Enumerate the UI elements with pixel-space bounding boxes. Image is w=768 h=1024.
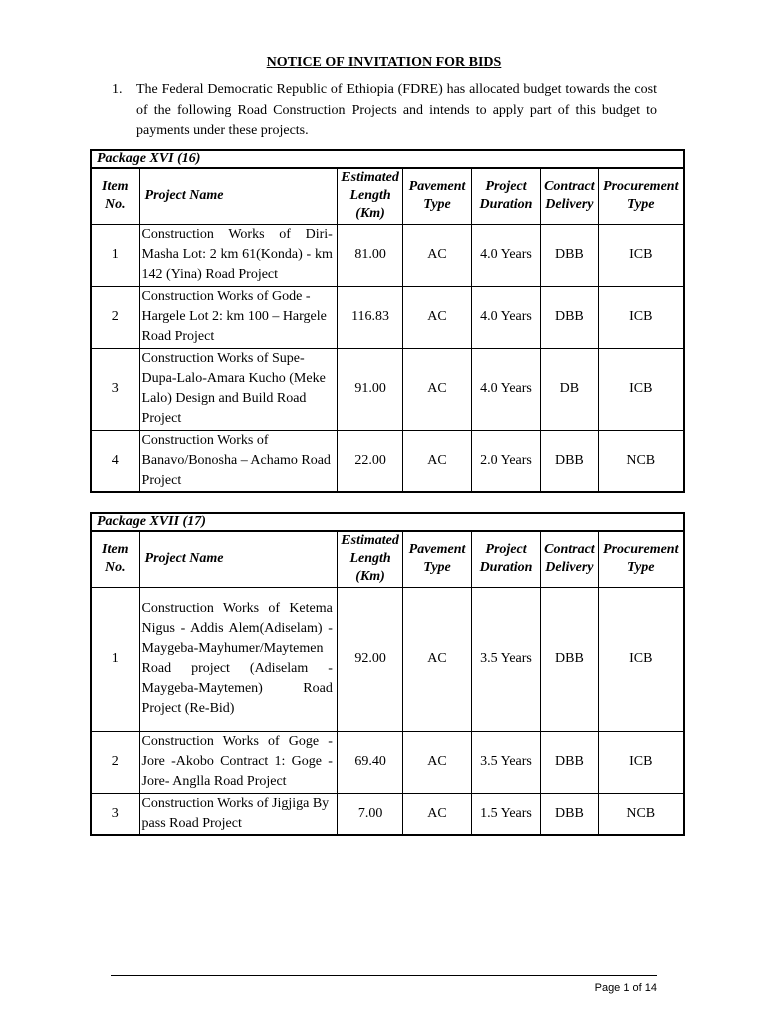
estimated-length: 22.00: [337, 430, 402, 492]
package-16-table: [90, 149, 685, 493]
table-row: [91, 286, 684, 348]
col-header-contract-delivery: Contract Delivery: [541, 531, 598, 587]
estimated-length: 69.40: [337, 731, 402, 793]
project-name: Construction Works of Jigjiga By pass Road Project: [139, 793, 337, 835]
col-header-estimated-length: Estimated Length (Km): [337, 168, 402, 224]
project-duration: 3.5 Years: [471, 587, 541, 731]
table-row: [91, 348, 684, 430]
contract-delivery: DBB: [541, 224, 598, 286]
project-name: Construction Works of Supe-Dupa-Lalo-Amara Kucho (Meke Lalo) Design and Build Road Project: [139, 348, 337, 430]
contract-delivery: DBB: [541, 731, 598, 793]
item-no: 1: [91, 587, 139, 731]
col-header-item-no: Item No.: [91, 168, 139, 224]
pavement-type: AC: [403, 793, 471, 835]
item-no: 2: [91, 731, 139, 793]
intro-paragraph: [112, 80, 657, 142]
package-17-table: [90, 512, 685, 836]
contract-delivery: DB: [541, 348, 598, 430]
project-duration: 4.0 Years: [471, 286, 541, 348]
procurement-type: NCB: [598, 430, 684, 492]
project-duration: 3.5 Years: [471, 731, 541, 793]
col-header-project-name: Project Name: [139, 168, 337, 224]
table-row: [91, 430, 684, 492]
procurement-type: ICB: [598, 587, 684, 731]
estimated-length: 92.00: [337, 587, 402, 731]
project-name: Construction Works of Banavo/Bonosha – Achamo Road Project: [139, 430, 337, 492]
col-header-procurement-type: Procurement Type: [598, 531, 684, 587]
pavement-type: AC: [403, 731, 471, 793]
contract-delivery: DBB: [541, 793, 598, 835]
contract-delivery: DBB: [541, 286, 598, 348]
pavement-type: AC: [403, 430, 471, 492]
procurement-type: NCB: [598, 793, 684, 835]
col-header-procurement-type: Procurement Type: [598, 168, 684, 224]
procurement-type: ICB: [598, 224, 684, 286]
estimated-length: 116.83: [337, 286, 402, 348]
paragraph-number: 1.: [112, 82, 123, 97]
project-duration: 4.0 Years: [471, 348, 541, 430]
estimated-length: 7.00: [337, 793, 402, 835]
procurement-type: ICB: [598, 286, 684, 348]
contract-delivery: DBB: [541, 430, 598, 492]
project-name: Construction Works of Goge - Jore -Akobo Contract 1: Goge - Jore- Anglla Road Project: [139, 731, 337, 793]
col-header-contract-delivery: Contract Delivery: [541, 168, 598, 224]
col-header-project-duration: Project Duration: [471, 168, 541, 224]
table-row: [91, 793, 684, 835]
item-no: 2: [91, 286, 139, 348]
package-name: Package XVI (16): [91, 150, 684, 168]
project-name: Construction Works of Gode - Hargele Lot 2: km 100 – Hargele Road Project: [139, 286, 337, 348]
pavement-type: AC: [403, 224, 471, 286]
col-header-item-no: Item No.: [91, 531, 139, 587]
page-number: Page 1 of 14: [594, 982, 657, 994]
item-no: 3: [91, 348, 139, 430]
estimated-length: 81.00: [337, 224, 402, 286]
col-header-project-duration: Project Duration: [471, 531, 541, 587]
pavement-type: AC: [403, 286, 471, 348]
package-name: Package XVII (17): [91, 513, 684, 531]
footer-divider: [111, 975, 657, 976]
col-header-pavement-type: Pavement Type: [403, 531, 471, 587]
project-duration: 4.0 Years: [471, 224, 541, 286]
project-name: Construction Works of Ketema Nigus - Addis Alem(Adiselam) - Maygeba-Mayhumer/Maytemen Road project (Adiselam - Maygeba-Maytemen) Road Project (Re-Bid): [139, 587, 337, 731]
table-row: [91, 224, 684, 286]
project-duration: 1.5 Years: [471, 793, 541, 835]
col-header-pavement-type: Pavement Type: [403, 168, 471, 224]
estimated-length: 91.00: [337, 348, 402, 430]
document-title: NOTICE OF INVITATION FOR BIDS: [266, 55, 502, 70]
table-header-row: [91, 531, 684, 587]
procurement-type: ICB: [598, 348, 684, 430]
project-duration: 2.0 Years: [471, 430, 541, 492]
item-no: 1: [91, 224, 139, 286]
pavement-type: AC: [403, 348, 471, 430]
procurement-type: ICB: [598, 731, 684, 793]
table-header-row: [91, 168, 684, 224]
col-header-estimated-length: Estimated Length (Km): [337, 531, 402, 587]
project-name: Construction Works of Diri-Masha Lot: 2 km 61(Konda) - km 142 (Yina) Road Project: [139, 224, 337, 286]
col-header-project-name: Project Name: [139, 531, 337, 587]
item-no: 4: [91, 430, 139, 492]
table-row: [91, 731, 684, 793]
table-row: [91, 587, 684, 731]
contract-delivery: DBB: [541, 587, 598, 731]
item-no: 3: [91, 793, 139, 835]
paragraph-text: The Federal Democratic Republic of Ethiopia (FDRE) has allocated budget towards the cost of the following Road Construction Projects and intends to apply part of this budget to payments under these projects.: [136, 82, 657, 138]
pavement-type: AC: [403, 587, 471, 731]
